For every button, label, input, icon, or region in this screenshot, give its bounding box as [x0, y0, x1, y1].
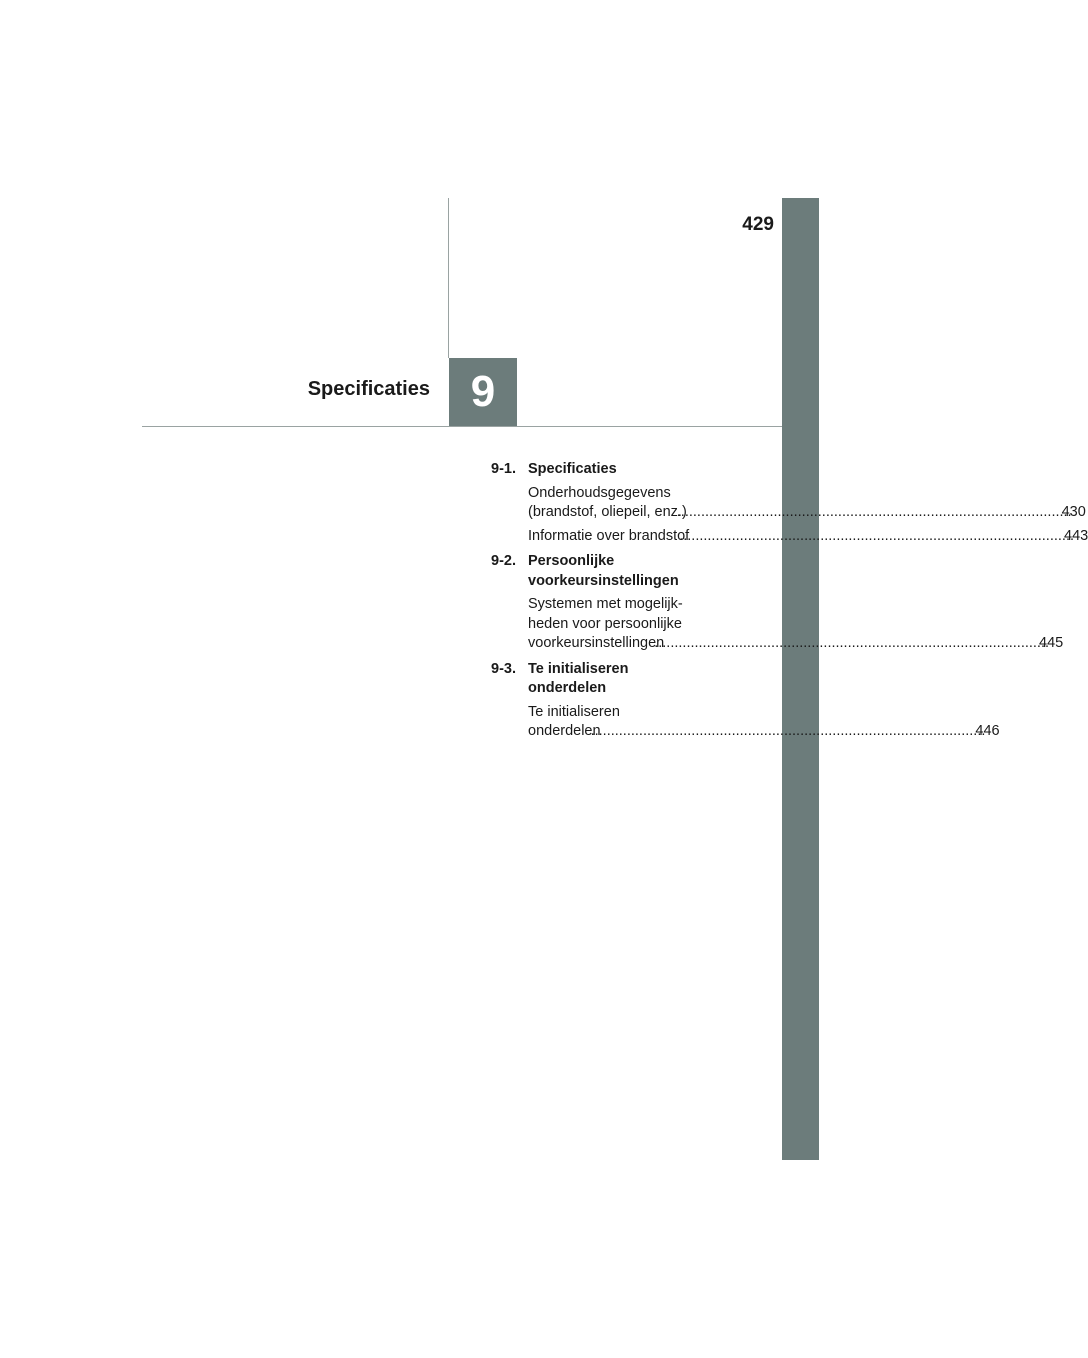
section-heading[interactable] — [491, 660, 741, 699]
dot-leader — [690, 527, 1074, 547]
dot-leader — [688, 503, 1072, 523]
section-title: Persoonlijke voorkeursinstellingen — [528, 553, 679, 589]
section-heading[interactable] — [491, 552, 741, 591]
page-number: 429 — [742, 214, 774, 235]
entry-page-number: 430 — [1061, 504, 1086, 520]
toc-entry[interactable] — [528, 484, 1086, 523]
toc-section-9-2 — [491, 552, 1064, 654]
table-of-contents — [491, 460, 1088, 748]
chapter-title: Specificaties — [307, 378, 430, 400]
section-number: 9-3. — [491, 660, 516, 677]
section-title: Te initialiseren onderdelen — [528, 660, 629, 696]
horizontal-divider — [142, 426, 782, 427]
entry-text: Te initialiseren onderdelen ..... 446 — [528, 703, 1000, 742]
section-heading[interactable] — [491, 460, 741, 480]
dot-leader — [665, 634, 1049, 654]
toc-entry[interactable] — [528, 595, 1064, 654]
entry-text: Systemen met mogelijk- heden voor persoonlijke voorkeursinstellingen ..... 445 — [528, 595, 1063, 654]
toc-section-9-1 — [491, 460, 1088, 546]
entry-page-number: 446 — [975, 723, 1000, 739]
dot-leader — [602, 722, 986, 742]
toc-entry[interactable] — [528, 527, 1088, 547]
toc-entry[interactable] — [528, 703, 1000, 742]
section-number: 9-2. — [491, 553, 516, 569]
chapter-number-box: 9 — [449, 358, 517, 426]
entry-text: Informatie over brandstof ..... 443 — [528, 527, 1088, 547]
entry-page-number: 443 — [1064, 527, 1088, 544]
entry-text: Onderhoudsgegevens (brandstof, oliepeil, enz.) ..... 430 — [528, 484, 1086, 523]
vertical-divider — [448, 198, 449, 358]
section-number: 9-1. — [491, 461, 516, 477]
toc-section-9-3 — [491, 660, 1000, 742]
entry-page-number: 445 — [1039, 635, 1064, 651]
chapter-side-tab — [782, 198, 819, 1160]
section-title: Specificaties — [528, 461, 617, 477]
